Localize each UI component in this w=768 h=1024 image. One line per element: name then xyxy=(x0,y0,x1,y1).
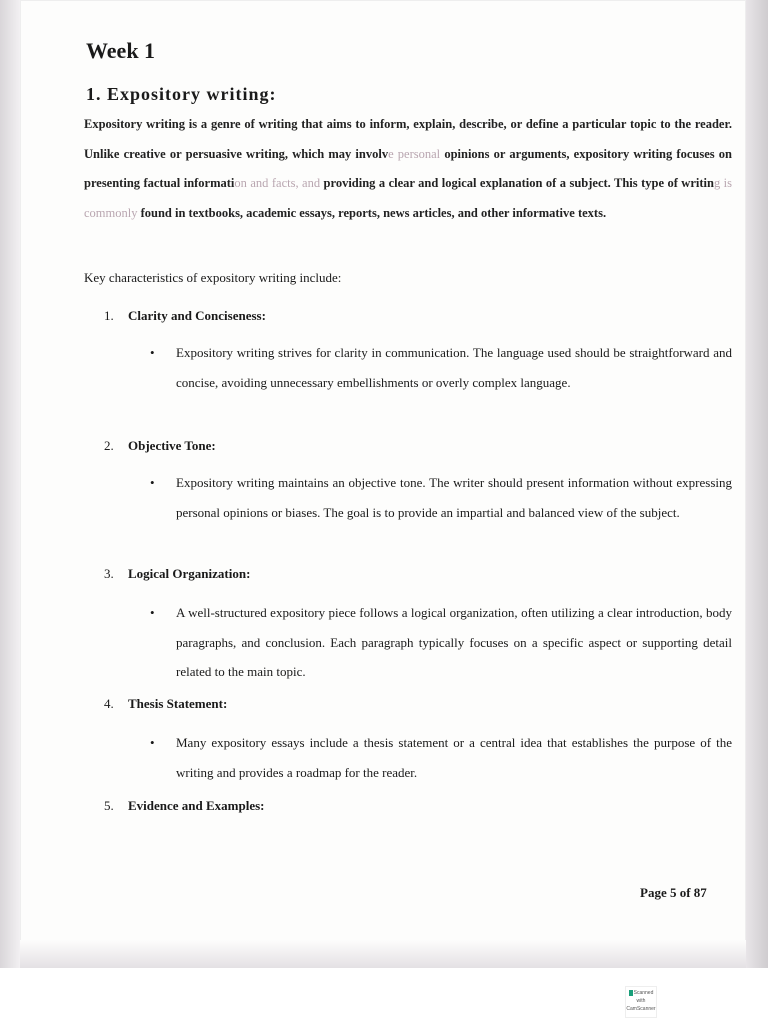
list-item-bullet xyxy=(150,338,732,397)
item-title: Logical Organization: xyxy=(128,566,251,581)
item-number: 1. xyxy=(104,308,114,323)
item-title: Evidence and Examples: xyxy=(128,798,265,813)
scan-edge-right xyxy=(746,0,768,968)
item-number: 3. xyxy=(104,566,114,581)
intro-text: opinions or arguments, expository writing focuses on presenting factual informati xyxy=(84,146,732,190)
intro-faded-text: on and facts, and xyxy=(234,176,321,190)
list-item-heading xyxy=(104,308,266,324)
week-title: Week 1 xyxy=(86,38,156,63)
scan-edge-left xyxy=(0,0,20,968)
section-title: 1. Expository writing: xyxy=(86,84,277,104)
list-item-bullet xyxy=(150,728,732,787)
intro-faded-text: g is commonly xyxy=(84,176,732,220)
bullet-icon: • xyxy=(150,475,155,490)
list-item-heading xyxy=(104,798,265,814)
camscanner-watermark xyxy=(625,986,657,1018)
item-number: 5. xyxy=(104,798,114,813)
list-item-heading xyxy=(104,438,216,454)
key-characteristics-intro: Key characteristics of expository writing include: xyxy=(84,270,342,285)
list-item-bullet xyxy=(150,598,732,687)
intro-faded-text: e personal xyxy=(388,146,441,161)
item-title: Clarity and Conciseness: xyxy=(128,308,266,323)
bullet-icon: • xyxy=(150,345,155,360)
bullet-icon: • xyxy=(150,605,155,620)
bullet-text: Many expository essays include a thesis statement or a central idea that establishes the purpose of the writing and provides a roadmap for the reader. xyxy=(176,735,732,780)
item-number: 4. xyxy=(104,696,114,711)
item-title: Thesis Statement: xyxy=(128,696,228,711)
list-item-heading xyxy=(104,566,250,582)
item-number: 2. xyxy=(104,438,114,453)
list-item-heading xyxy=(104,696,227,712)
intro-text: Expository writing is a genre of writing that aims to inform, explain, describe, or define a particular topic to the reader. Unlike creative or persuasive writing, which may involv xyxy=(84,117,732,161)
list-item-bullet xyxy=(150,468,732,527)
bullet-text: Expository writing strives for clarity in communication. The language used should be straightforward and concise, avoiding unnecessary embellishments or overly complex language. xyxy=(176,345,732,390)
intro-text: providing a clear and logical explanation of a subject. This type of writin xyxy=(320,176,714,190)
bullet-text: A well-structured expository piece follows a logical organization, often utilizing a clear introduction, body paragraphs, and conclusion. Each paragraph typically focuses on a specific aspect or supporting detail related to the main topic. xyxy=(176,605,732,679)
item-title: Objective Tone: xyxy=(128,438,216,453)
intro-paragraph xyxy=(84,110,732,228)
camscanner-logo-icon xyxy=(629,990,633,996)
bullet-text: Expository writing maintains an objective tone. The writer should present information without expressing personal opinions or biases. The goal is to provide an impartial and balanced view of the subject. xyxy=(176,475,732,520)
page-number: Page 5 of 87 xyxy=(640,885,707,900)
scan-edge-bottom xyxy=(20,940,746,968)
bullet-icon: • xyxy=(150,735,155,750)
watermark-text: Scanned with CamScanner xyxy=(626,990,656,1012)
intro-text: found in textbooks, academic essays, reports, news articles, and other informative texts. xyxy=(137,205,607,220)
